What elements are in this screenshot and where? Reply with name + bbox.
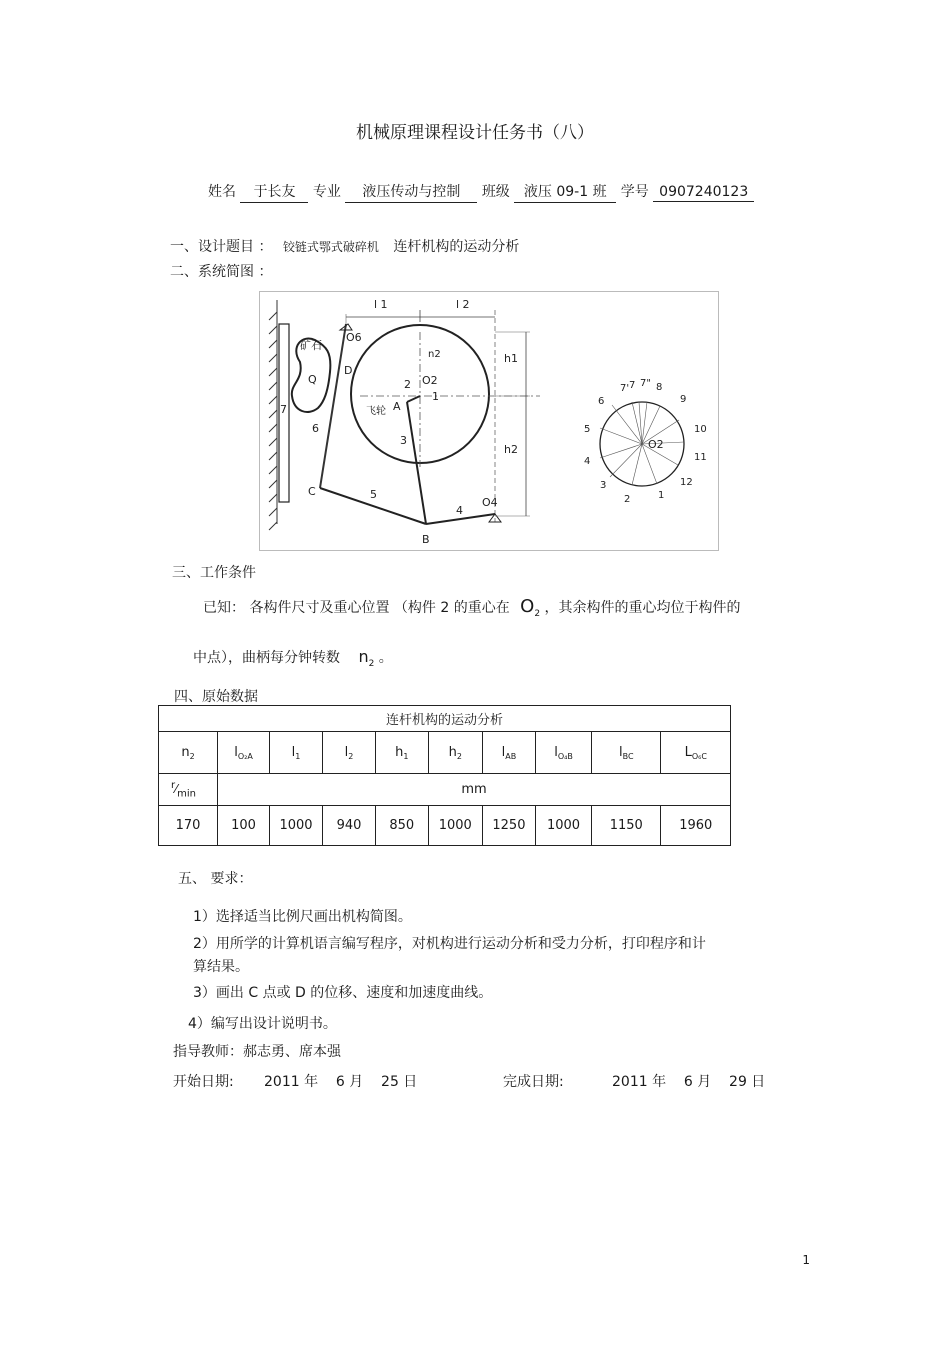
unit-rpm: $^r⁄_{min}$ <box>159 774 218 806</box>
table-header-row <box>159 732 731 774</box>
label-h1: h1 <box>504 352 518 365</box>
label-h2: h2 <box>504 443 518 456</box>
header-lo6c: $L_{O_6C}$ <box>661 732 731 774</box>
table-value-row <box>159 806 731 846</box>
advisor-names: 郝志勇、席本强 <box>243 1044 341 1060</box>
requirement-item: 3）画出 C 点或 D 的位移、速度和加速度曲线。 <box>193 985 493 1001</box>
header-lo2a: $l_{O_2A}$ <box>218 732 270 774</box>
table-cell: 1000 <box>269 806 322 846</box>
label-4: 4 <box>456 504 463 517</box>
advisor-label: 指导教师： <box>173 1044 243 1060</box>
crank-label: 11 <box>694 452 707 463</box>
symbol-o: O <box>520 596 535 617</box>
requirement-item: 算结果。 <box>193 959 249 975</box>
requirement-item: 1）选择适当比例尺画出机构简图。 <box>193 909 412 925</box>
id-label: 学号 <box>620 184 649 200</box>
class-value: 液压 09-1 班 <box>514 181 616 203</box>
table-cell: 170 <box>159 806 218 846</box>
crank-label: 2 <box>624 494 631 505</box>
crank-label: 4 <box>584 456 591 467</box>
header-n2: $n_2$ <box>159 732 218 774</box>
conditions-line-1 <box>203 596 741 619</box>
page-number: 1 <box>802 1253 810 1267</box>
table-cell: 1150 <box>592 806 661 846</box>
start-date-value: 2011 年 6 月 25 日 <box>264 1074 418 1090</box>
table-cell: 100 <box>218 806 270 846</box>
section-2-heading: 二、系统简图 ： <box>170 264 273 280</box>
section-1 <box>170 236 519 256</box>
label-crank-o2: O2 <box>648 438 664 451</box>
label-flywheel: 飞轮 <box>366 406 386 417</box>
student-info-line <box>208 181 754 203</box>
mechanism-svg <box>260 292 718 550</box>
label-d: D <box>344 364 353 377</box>
crank-label: 10 <box>694 424 707 435</box>
label-c: C <box>308 485 316 498</box>
start-date-label: 开始日期: <box>173 1074 234 1090</box>
symbol-n-sub: 2 <box>368 659 375 669</box>
header-l2: $l_2$ <box>323 732 376 774</box>
label-2: 2 <box>404 378 411 391</box>
data-table <box>158 705 731 846</box>
header-lbc: $l_{BC}$ <box>592 732 661 774</box>
label-1: 1 <box>432 390 439 403</box>
crank-label: 8 <box>656 382 663 393</box>
crank-label: 3 <box>600 480 607 491</box>
label-6: 6 <box>312 422 319 435</box>
header-h1: $h_1$ <box>375 732 428 774</box>
crank-label: 7 <box>629 380 636 391</box>
advisor-line <box>173 1041 341 1061</box>
id-value: 0907240123 <box>653 184 754 202</box>
crank-label: 5 <box>584 424 591 435</box>
table-title: 连杆机构的运动分析 <box>159 706 731 732</box>
section-5-heading: 五、 要求： <box>178 871 253 887</box>
crank-label: 1 <box>658 490 665 501</box>
label-b: B <box>422 533 430 546</box>
requirement-item: 2）用所学的计算机语言编写程序，对机构进行运动分析和受力分析，打印程序和计 <box>193 936 706 952</box>
header-lab: $l_{AB}$ <box>482 732 535 774</box>
label-3: 3 <box>400 434 407 447</box>
conditions-line-2 <box>193 647 393 669</box>
header-lo4b: $l_{O_4B}$ <box>536 732 592 774</box>
name-label: 姓名 <box>208 184 236 200</box>
header-l1: $l_1$ <box>269 732 322 774</box>
label-ore: 矿石 <box>300 339 322 352</box>
symbol-o-sub: 2 <box>534 609 541 619</box>
label-o6: O6 <box>346 331 362 344</box>
table-cell: 940 <box>323 806 376 846</box>
section-1-heading: 一、设计题目 ： <box>170 239 273 255</box>
crank-label: 7" <box>640 378 651 389</box>
symbol-n: n <box>358 647 369 666</box>
name-value: 于长友 <box>240 181 308 203</box>
major-label: 专业 <box>312 184 341 200</box>
table-unit-row <box>159 774 731 806</box>
table-cell: 1960 <box>661 806 731 846</box>
header-h2: $h_2$ <box>428 732 482 774</box>
machine-name: 铰链式鄂式破碎机 <box>282 240 379 254</box>
label-l1: l 1 <box>374 298 388 311</box>
table-cell: 1000 <box>536 806 592 846</box>
page-title: 机械原理课程设计任务书（八） <box>356 123 594 143</box>
mechanism-diagram <box>259 291 719 551</box>
crank-label: 7' <box>620 383 630 394</box>
crank-positions <box>584 378 707 505</box>
conditions-text-c: 中点），曲柄每分钟转数 <box>193 650 340 666</box>
conditions-text-a: 已知： 各构件尺寸及重心位置 （构件 2 的重心在 <box>203 600 510 616</box>
table-cell: 1250 <box>482 806 535 846</box>
unit-mm: mm <box>218 774 731 806</box>
end-date-value: 2011 年 6 月 29 日 <box>612 1074 766 1090</box>
label-7: 7 <box>280 403 287 416</box>
label-5: 5 <box>370 488 377 501</box>
conditions-text-d: 。 <box>378 650 393 666</box>
label-n2: n2 <box>428 349 441 360</box>
crank-label: 9 <box>680 394 687 405</box>
topic-name: 连杆机构的运动分析 <box>393 239 520 255</box>
section-3-heading: 三、工作条件 <box>172 565 256 581</box>
end-date-label: 完成日期: <box>503 1074 564 1090</box>
label-l2: l 2 <box>456 298 470 311</box>
label-o4: O4 <box>482 496 498 509</box>
conditions-text-b: ，其余构件的重心均位于构件的 <box>544 600 741 616</box>
label-a: A <box>393 400 401 413</box>
crank-label: 6 <box>598 396 605 407</box>
label-o2: O2 <box>422 374 438 387</box>
requirement-item: 4）编写出设计说明书。 <box>188 1016 337 1032</box>
label-q: Q <box>308 373 317 386</box>
section-4-heading: 四、原始数据 <box>174 689 258 705</box>
table-cell: 850 <box>375 806 428 846</box>
crank-label: 12 <box>680 477 693 488</box>
table-cell: 1000 <box>428 806 482 846</box>
class-label: 班级 <box>481 184 510 200</box>
major-value: 液压传动与控制 <box>345 181 477 203</box>
